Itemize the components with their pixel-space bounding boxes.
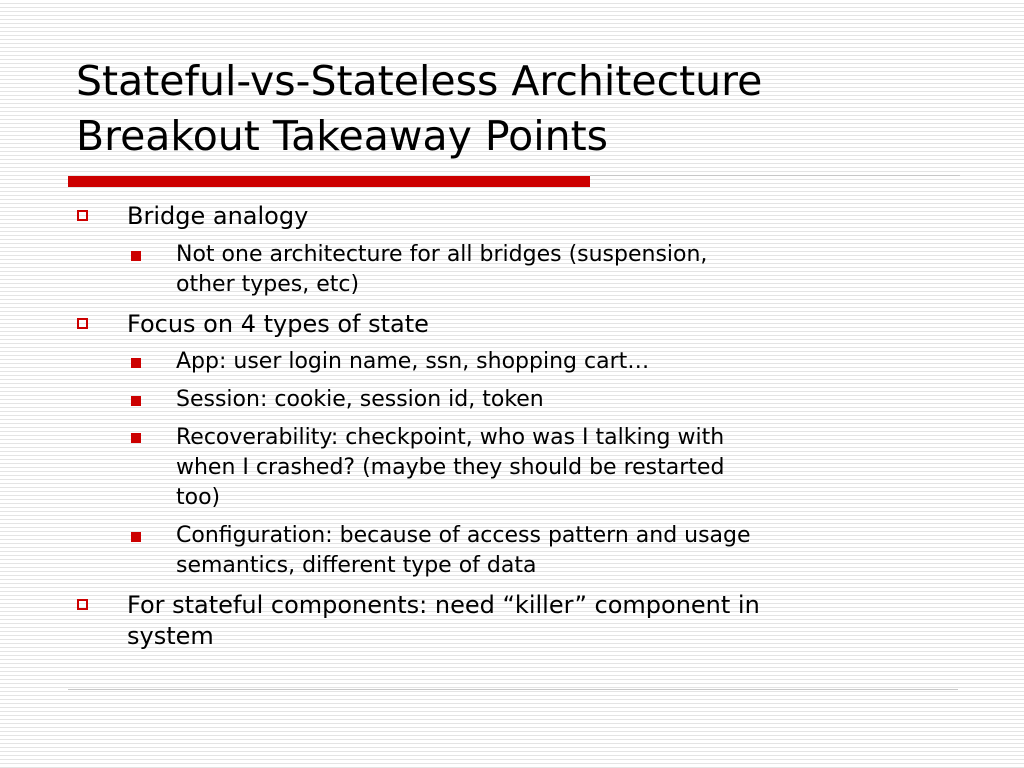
sub-bullet-text-line: App: user login name, ssn, shopping cart… xyxy=(176,349,650,374)
sub-bullet-text-line: Configuration: because of access pattern and usage xyxy=(176,523,751,548)
bullet-bridge-analogy xyxy=(127,201,308,232)
slide-title xyxy=(76,54,976,164)
bullet-stateful-components xyxy=(127,590,760,652)
solid-square-bullet-icon xyxy=(131,532,141,542)
title-underline-gray xyxy=(590,175,960,176)
title-underline-red xyxy=(68,176,590,187)
footer-divider xyxy=(68,689,958,690)
sub-bullet-text-line: Not one architecture for all bridges (suspension, xyxy=(176,242,708,267)
hollow-square-bullet-icon xyxy=(77,318,88,329)
sub-bullet-text-line: Session: cookie, session id, token xyxy=(176,387,544,412)
solid-square-bullet-icon xyxy=(131,433,141,443)
bullet-focus-state xyxy=(127,309,429,340)
sub-bullet-session xyxy=(176,385,544,415)
sub-bullet-recoverability xyxy=(176,423,724,513)
sub-bullet-configuration xyxy=(176,521,751,581)
bullet-text: Bridge analogy xyxy=(127,202,309,230)
bullet-text-line: system xyxy=(127,622,214,650)
hollow-square-bullet-icon xyxy=(77,599,88,610)
sub-bullet-text-line: other types, etc) xyxy=(176,272,360,297)
bullet-text-line: For stateful components: need “killer” component in xyxy=(127,591,760,619)
solid-square-bullet-icon xyxy=(131,251,141,261)
sub-bullet-text-line: too) xyxy=(176,485,221,510)
hollow-square-bullet-icon xyxy=(77,210,88,221)
solid-square-bullet-icon xyxy=(131,358,141,368)
solid-square-bullet-icon xyxy=(131,396,141,406)
sub-bullet-text-line: Recoverability: checkpoint, who was I talking with xyxy=(176,425,725,450)
sub-bullet-app xyxy=(176,347,649,377)
sub-bullet-bridges xyxy=(176,240,707,300)
bullet-text: Focus on 4 types of state xyxy=(127,310,429,338)
sub-bullet-text-line: semantics, different type of data xyxy=(176,553,537,578)
slide-title-line-2: Breakout Takeaway Points xyxy=(76,112,609,160)
sub-bullet-text-line: when I crashed? (maybe they should be restarted xyxy=(176,455,725,480)
slide-title-line-1: Stateful-vs-Stateless Architecture xyxy=(76,57,763,105)
